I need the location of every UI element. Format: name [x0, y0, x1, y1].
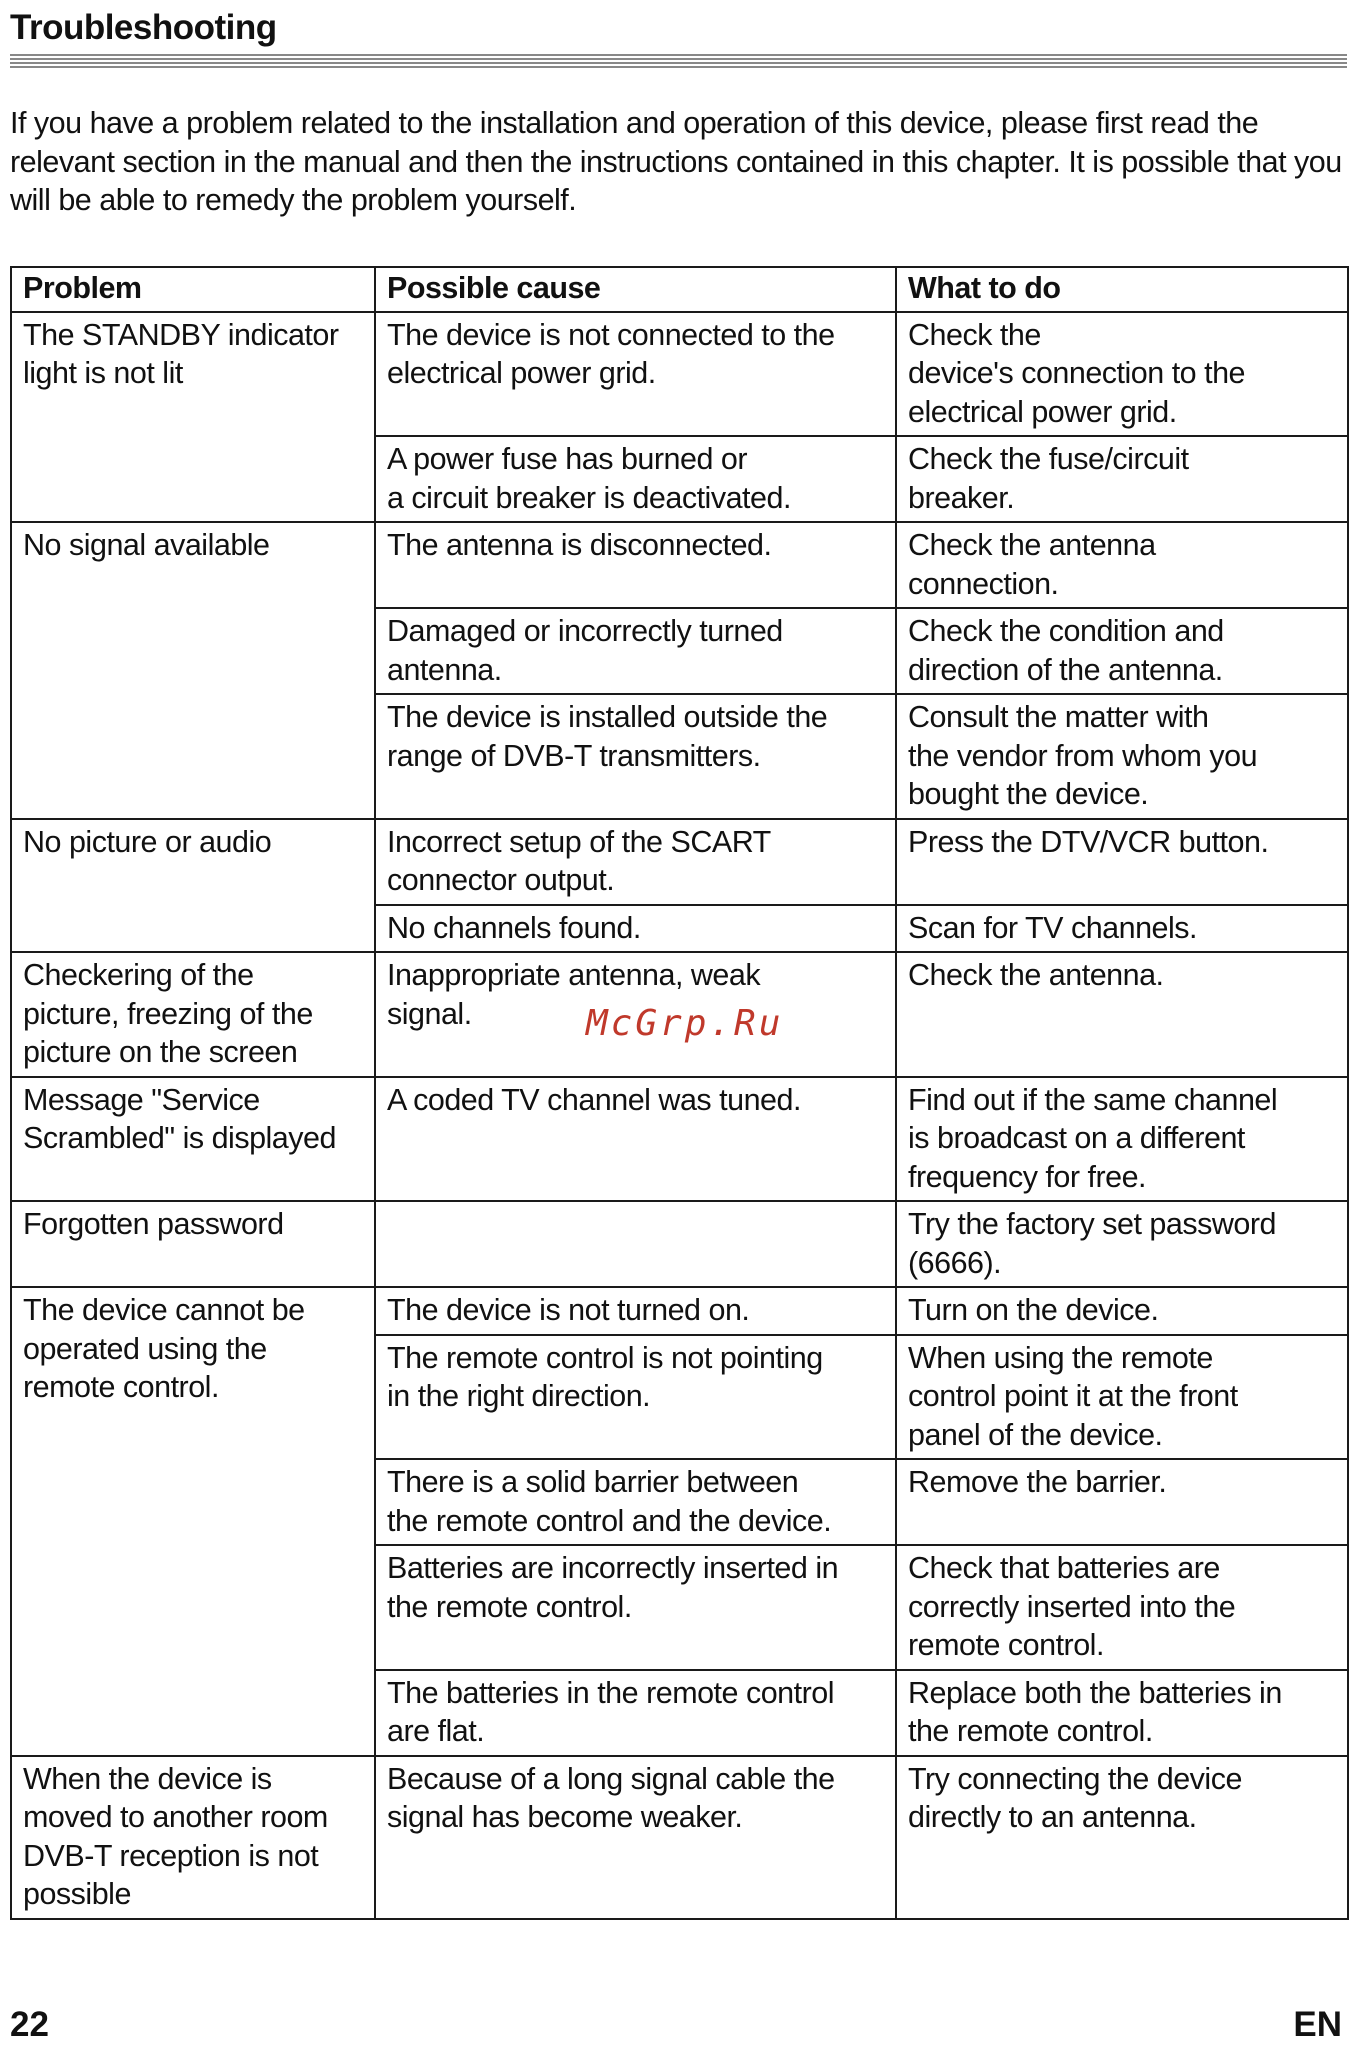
- table-row: [11, 312, 1348, 437]
- problem-cell: The STANDBY indicator light is not lit: [11, 312, 375, 523]
- cause-cell: Inappropriate antenna, weak signal.: [375, 952, 896, 1077]
- cause-cell: There is a solid barrier between the remote control and the device.: [375, 1459, 896, 1545]
- problem-cell: When the device is moved to another room DVB-T reception is not possible: [11, 1756, 375, 1919]
- table-row: [11, 522, 1348, 608]
- cause-cell: The batteries in the remote control are flat.: [375, 1670, 896, 1756]
- cause-cell: Batteries are incorrectly inserted in the remote control.: [375, 1545, 896, 1670]
- header-what-to-do: What to do: [896, 267, 1348, 312]
- table-header-row: [11, 267, 1348, 312]
- action-cell: Check the antenna connection.: [896, 522, 1348, 608]
- title-rule: [10, 54, 1347, 56]
- cause-cell: No channels found.: [375, 905, 896, 953]
- problem-cell: Message "Service Scrambled" is displayed: [11, 1077, 375, 1202]
- action-cell: Check the condition and direction of the antenna.: [896, 608, 1348, 694]
- table-row: [11, 1077, 1348, 1202]
- action-cell: Check the antenna.: [896, 952, 1348, 1077]
- action-cell: Try connecting the device directly to an antenna.: [896, 1756, 1348, 1919]
- cause-cell: The remote control is not pointing in the right direction.: [375, 1335, 896, 1460]
- action-cell: When using the remote control point it at the front panel of the device.: [896, 1335, 1348, 1460]
- title-rule: [10, 66, 1347, 68]
- problem-cell: Forgotten password: [11, 1201, 375, 1287]
- cause-cell: [375, 1201, 896, 1287]
- problem-cell: The device cannot be operated using the remote control.: [11, 1287, 375, 1756]
- cause-cell: The device is not turned on.: [375, 1287, 896, 1335]
- cause-cell: Damaged or incorrectly turned antenna.: [375, 608, 896, 694]
- title-rule: [10, 62, 1347, 64]
- problem-cell: Checkering of the picture, freezing of the picture on the screen: [11, 952, 375, 1077]
- table-row: [11, 819, 1348, 905]
- action-cell: Check the fuse/circuit breaker.: [896, 436, 1348, 522]
- page-number: 22: [10, 2005, 49, 2044]
- title-rule: [10, 58, 1347, 60]
- action-cell: Press the DTV/VCR button.: [896, 819, 1348, 905]
- table-body: [11, 312, 1348, 1919]
- cause-cell: Because of a long signal cable the signal has become weaker.: [375, 1756, 896, 1919]
- problem-cell: No picture or audio: [11, 819, 375, 953]
- cause-cell: A coded TV channel was tuned.: [375, 1077, 896, 1202]
- language-code: EN: [1293, 2005, 1342, 2044]
- cause-cell: Incorrect setup of the SCART connector output.: [375, 819, 896, 905]
- action-cell: Consult the matter with the vendor from whom you bought the device.: [896, 694, 1348, 819]
- header-problem: Problem: [11, 267, 375, 312]
- cause-cell: A power fuse has burned or a circuit breaker is deactivated.: [375, 436, 896, 522]
- problem-cell: No signal available: [11, 522, 375, 819]
- action-cell: Replace both the batteries in the remote control.: [896, 1670, 1348, 1756]
- action-cell: Turn on the device.: [896, 1287, 1348, 1335]
- action-cell: Remove the barrier.: [896, 1459, 1348, 1545]
- header-possible-cause: Possible cause: [375, 267, 896, 312]
- watermark: McGrp.Ru: [586, 1003, 784, 1044]
- troubleshooting-table: [10, 266, 1349, 1920]
- page-title: Troubleshooting: [10, 8, 277, 47]
- cause-cell: The device is not connected to the electrical power grid.: [375, 312, 896, 437]
- action-cell: Check the device's connection to the electrical power grid.: [896, 312, 1348, 437]
- intro-paragraph: If you have a problem related to the installation and operation of this device, please first read the relevant section in the manual and then the instructions contained in this chapter. It is possible that you will be able to remedy the problem yourself.: [10, 106, 1342, 217]
- action-cell: Find out if the same channel is broadcast on a different frequency for free.: [896, 1077, 1348, 1202]
- table-row: [11, 1756, 1348, 1919]
- action-cell: Scan for TV channels.: [896, 905, 1348, 953]
- action-cell: Check that batteries are correctly inserted into the remote control.: [896, 1545, 1348, 1670]
- action-cell: Try the factory set password (6666).: [896, 1201, 1348, 1287]
- table-row: [11, 1201, 1348, 1287]
- cause-cell: The device is installed outside the range of DVB-T transmitters.: [375, 694, 896, 819]
- table-row: [11, 1287, 1348, 1335]
- cause-cell: The antenna is disconnected.: [375, 522, 896, 608]
